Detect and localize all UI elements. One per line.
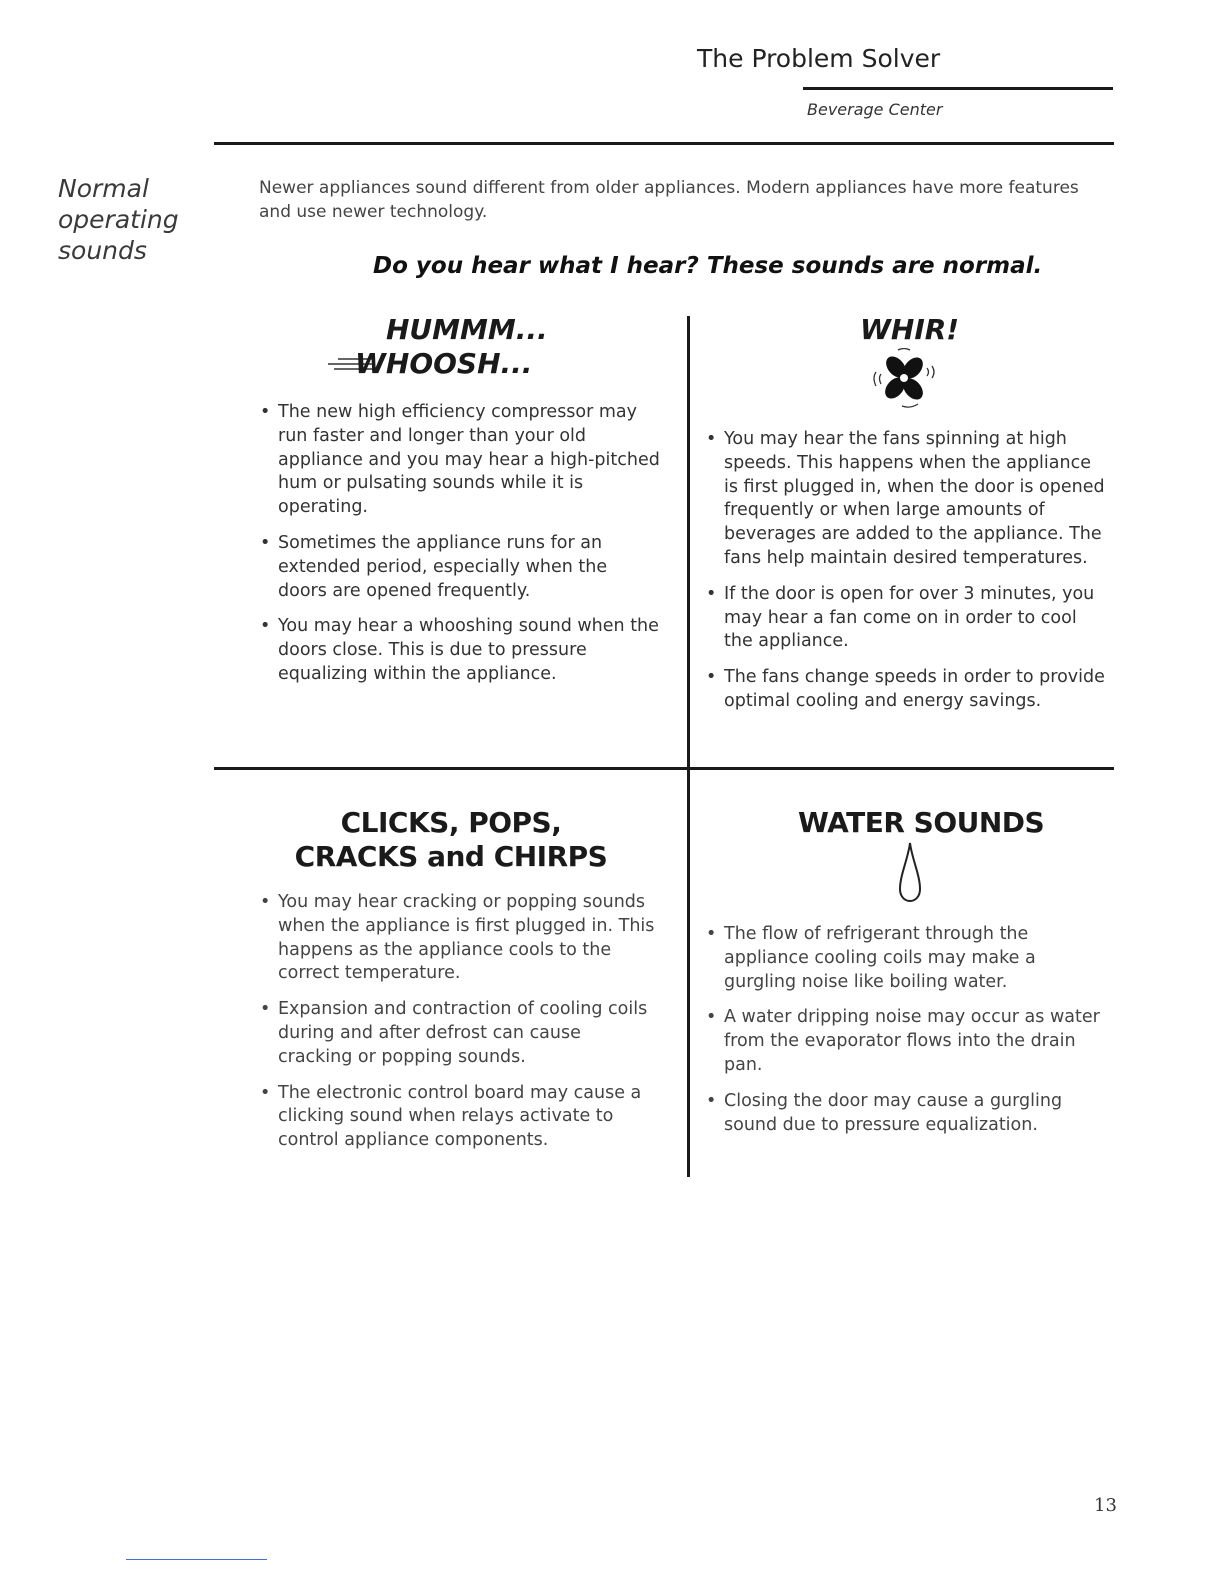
list-item: • Sometimes the appliance runs for an extended period, especially when the doors are opened frequently. bbox=[260, 532, 660, 603]
panel-clicks-heading: CLICKS, POPS, bbox=[340, 806, 562, 839]
panel-water-heading: WATER SOUNDS bbox=[798, 806, 1045, 839]
side-title-line: Normal bbox=[58, 174, 149, 203]
section-subheading: Do you hear what I hear? These sounds are normal. bbox=[373, 253, 1043, 279]
list-item: • You may hear cracking or popping sounds when the appliance is first plugged in. This happens as the appliance cools to the correct temperature. bbox=[260, 891, 660, 986]
panel-whoosh-heading: WHOOSH... bbox=[355, 347, 533, 380]
panel-whir-bullets bbox=[706, 428, 1106, 726]
panel-hummm-heading: HUMMM... bbox=[386, 313, 548, 346]
intro-paragraph: Newer appliances sound different from older appliances. Modern appliances have more features and use newer technology. bbox=[259, 178, 1079, 222]
panel-hummm-bullets bbox=[260, 401, 660, 699]
header-divider bbox=[803, 87, 1113, 90]
grid-vertical-divider-top bbox=[687, 316, 690, 770]
side-title-line: sounds bbox=[58, 236, 147, 265]
list-item: • The flow of refrigerant through the appliance cooling coils may make a gurgling noise like boiling water. bbox=[706, 923, 1106, 994]
panel-clicks-bullets bbox=[260, 891, 660, 1165]
list-item: • The new high efficiency compressor may run faster and longer than your old appliance and you may hear a high-pitched hum or pulsating sounds while it is operating. bbox=[260, 401, 660, 520]
list-item: • If the door is open for over 3 minutes, you may hear a fan come on in order to cool the appliance. bbox=[706, 583, 1106, 654]
fan-icon bbox=[868, 348, 940, 410]
list-item: • The electronic control board may cause a clicking sound when relays activate to control appliance components. bbox=[260, 1082, 660, 1153]
footer-underline bbox=[126, 1559, 267, 1560]
list-item: • Expansion and contraction of cooling coils during and after defrost can cause cracking or popping sounds. bbox=[260, 998, 660, 1069]
panel-chirps-heading: CRACKS and CHIRPS bbox=[294, 840, 608, 873]
panel-whir-heading: WHIR! bbox=[860, 313, 960, 346]
panel-water-bullets bbox=[706, 923, 1106, 1149]
side-title-line: operating bbox=[58, 205, 179, 234]
grid-horizontal-divider bbox=[214, 767, 1114, 770]
page-number: 13 bbox=[1094, 1495, 1117, 1516]
water-drop-icon bbox=[897, 841, 923, 903]
section-top-divider bbox=[214, 142, 1114, 145]
list-item: • You may hear a whooshing sound when the doors close. This is due to pressure equalizing within the appliance. bbox=[260, 615, 660, 686]
page-header-title: The Problem Solver bbox=[697, 44, 941, 73]
list-item: • You may hear the fans spinning at high speeds. This happens when the appliance is first plugged in, when the door is opened frequently or when large amounts of beverages are added to the appliance. The fans help maintain desired temperatures. bbox=[706, 428, 1106, 571]
page-header-subtitle: Beverage Center bbox=[807, 100, 943, 119]
list-item: • A water dripping noise may occur as water from the evaporator flows into the drain pan. bbox=[706, 1006, 1106, 1077]
list-item: • Closing the door may cause a gurgling sound due to pressure equalization. bbox=[706, 1090, 1106, 1138]
section-side-title bbox=[58, 173, 208, 266]
list-item: • The fans change speeds in order to provide optimal cooling and energy savings. bbox=[706, 666, 1106, 714]
